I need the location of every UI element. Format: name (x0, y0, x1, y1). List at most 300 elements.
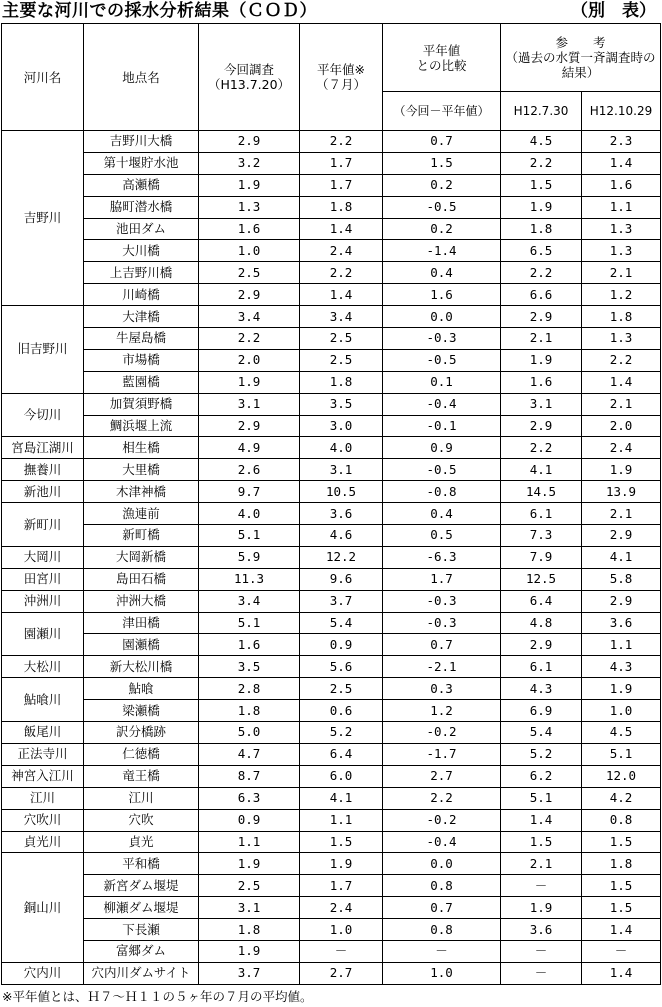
reference-2000-07-30-cell: 4.5 (501, 131, 582, 153)
reference-2000-07-30-cell: 14.5 (501, 481, 582, 503)
header-reference (501, 24, 661, 92)
point-name-cell: 高瀬橋 (84, 174, 199, 196)
reference-2000-07-30-cell: 3.1 (501, 393, 582, 415)
current-value-cell: 3.1 (199, 897, 300, 919)
reference-2000-07-30-cell: 1.4 (501, 809, 582, 831)
point-name-cell: 第十堰貯水池 (84, 152, 199, 174)
point-name-cell: 江川 (84, 787, 199, 809)
reference-2000-10-29-cell: 2.0 (582, 415, 661, 437)
point-name-cell: 新町橋 (84, 525, 199, 547)
average-value-cell: 1.8 (300, 371, 383, 393)
average-value-cell: 6.0 (300, 765, 383, 787)
average-value-cell: 2.4 (300, 897, 383, 919)
reference-2000-10-29-cell: 1.9 (582, 459, 661, 481)
table-row (2, 568, 661, 590)
reference-2000-10-29-cell: 1.4 (582, 962, 661, 984)
difference-value-cell: 1.2 (383, 700, 501, 722)
difference-value-cell: 0.8 (383, 919, 501, 941)
table-row (2, 962, 661, 984)
reference-2000-07-30-cell: 2.2 (501, 262, 582, 284)
reference-2000-10-29-cell: 4.3 (582, 656, 661, 678)
reference-2000-10-29-cell: 1.5 (582, 831, 661, 853)
average-value-cell: 2.5 (300, 349, 383, 371)
average-value-cell: 1.4 (300, 218, 383, 240)
table-row (2, 262, 661, 284)
table-row (2, 831, 661, 853)
difference-value-cell: 0.5 (383, 525, 501, 547)
difference-value-cell: 1.6 (383, 284, 501, 306)
reference-2000-07-30-cell: 5.4 (501, 722, 582, 744)
river-name-cell: 撫養川 (2, 459, 84, 481)
point-name-cell: 仁徳橋 (84, 743, 199, 765)
difference-value-cell: 0.0 (383, 306, 501, 328)
table-row (2, 131, 661, 153)
current-value-cell: 3.1 (199, 393, 300, 415)
reference-2000-07-30-cell: 1.5 (501, 174, 582, 196)
reference-2000-07-30-cell: 6.4 (501, 590, 582, 612)
reference-2000-10-29-cell: 1.6 (582, 174, 661, 196)
average-value-cell: 3.4 (300, 306, 383, 328)
reference-2000-10-29-cell: 4.5 (582, 722, 661, 744)
current-value-cell: 2.2 (199, 328, 300, 350)
river-name-cell: 神宮入江川 (2, 765, 84, 787)
current-value-cell: 2.9 (199, 415, 300, 437)
current-value-cell: 3.4 (199, 306, 300, 328)
table-row (2, 743, 661, 765)
difference-value-cell: -0.4 (383, 393, 501, 415)
difference-value-cell: -0.3 (383, 328, 501, 350)
reference-2000-07-30-cell: 7.3 (501, 525, 582, 547)
table-row (2, 765, 661, 787)
river-name-cell: 新池川 (2, 481, 84, 503)
reference-2000-07-30-cell: 1.8 (501, 218, 582, 240)
table-row (2, 612, 661, 634)
current-value-cell: 5.1 (199, 612, 300, 634)
difference-value-cell: 1.0 (383, 962, 501, 984)
river-name-cell: 江川 (2, 787, 84, 809)
river-name-cell: 宮島江湖川 (2, 437, 84, 459)
table-row (2, 897, 661, 919)
table-row (2, 218, 661, 240)
reference-2000-07-30-cell: 2.9 (501, 306, 582, 328)
difference-value-cell: -0.3 (383, 612, 501, 634)
reference-2000-10-29-cell: 1.3 (582, 328, 661, 350)
point-name-cell: 大里橋 (84, 459, 199, 481)
current-value-cell: 3.2 (199, 152, 300, 174)
difference-value-cell: -0.2 (383, 722, 501, 744)
average-value-cell: 1.8 (300, 196, 383, 218)
river-name-cell: 今切川 (2, 393, 84, 437)
table-row (2, 590, 661, 612)
table-row (2, 306, 661, 328)
current-value-cell: 4.0 (199, 503, 300, 525)
table-row (2, 634, 661, 656)
current-value-cell: 1.1 (199, 831, 300, 853)
reference-2000-10-29-cell: 1.8 (582, 853, 661, 875)
table-row (2, 546, 661, 568)
river-name-cell: 吉野川 (2, 131, 84, 306)
average-value-cell: 1.1 (300, 809, 383, 831)
table-row (2, 393, 661, 415)
river-name-cell: 沖洲川 (2, 590, 84, 612)
header-reference-sub: （過去の水質一斉調査時の結果） (505, 50, 656, 80)
average-value-cell: 4.0 (300, 437, 383, 459)
table-row (2, 328, 661, 350)
current-value-cell: 2.5 (199, 875, 300, 897)
point-name-cell: 津田橋 (84, 612, 199, 634)
current-value-cell: 1.9 (199, 940, 300, 962)
page-title: 主要な河川での採水分析結果（ＣＯＤ） (2, 1, 317, 21)
point-name-cell: 訳分橋跡 (84, 722, 199, 744)
table-row (2, 700, 661, 722)
reference-2000-10-29-cell: 0.8 (582, 809, 661, 831)
difference-value-cell: 1.5 (383, 152, 501, 174)
current-value-cell: 11.3 (199, 568, 300, 590)
average-value-cell: 5.2 (300, 722, 383, 744)
river-name-cell: 旧吉野川 (2, 306, 84, 394)
reference-2000-07-30-cell: 6.2 (501, 765, 582, 787)
table-row (2, 152, 661, 174)
table-row (2, 809, 661, 831)
point-name-cell: 鯛浜堰上流 (84, 415, 199, 437)
difference-value-cell: -0.3 (383, 590, 501, 612)
reference-2000-10-29-cell: 3.6 (582, 612, 661, 634)
current-value-cell: 3.5 (199, 656, 300, 678)
average-value-cell: 3.1 (300, 459, 383, 481)
cod-results-table (1, 23, 661, 985)
average-value-cell: 0.9 (300, 634, 383, 656)
header-average-label: 平年値※ (317, 62, 365, 77)
average-value-cell: 12.2 (300, 546, 383, 568)
reference-2000-10-29-cell: 4.2 (582, 787, 661, 809)
difference-value-cell: -2.1 (383, 656, 501, 678)
reference-2000-10-29-cell: 1.3 (582, 218, 661, 240)
river-name-cell: 田宮川 (2, 568, 84, 590)
current-value-cell: 3.4 (199, 590, 300, 612)
reference-2000-07-30-cell: 6.1 (501, 656, 582, 678)
average-value-cell: 2.2 (300, 131, 383, 153)
reference-2000-10-29-cell: 2.2 (582, 349, 661, 371)
reference-2000-07-30-cell: 3.6 (501, 919, 582, 941)
point-name-cell: 新宮ダム堰堤 (84, 875, 199, 897)
reference-2000-10-29-cell: 5.1 (582, 743, 661, 765)
difference-value-cell: 2.2 (383, 787, 501, 809)
reference-2000-07-30-cell: 1.9 (501, 196, 582, 218)
difference-value-cell: － (383, 940, 501, 962)
difference-value-cell: -0.2 (383, 809, 501, 831)
difference-value-cell: -6.3 (383, 546, 501, 568)
header-point: 地点名 (84, 24, 199, 131)
header-average (300, 24, 383, 131)
difference-value-cell: 0.8 (383, 875, 501, 897)
average-value-cell: 5.6 (300, 656, 383, 678)
footnote: ※平年値とは、Ｈ７～Ｈ１１の５ヶ年の７月の平均値。 (2, 989, 313, 1004)
reference-2000-07-30-cell: 12.5 (501, 568, 582, 590)
reference-2000-10-29-cell: 1.4 (582, 371, 661, 393)
reference-2000-10-29-cell: 2.1 (582, 503, 661, 525)
header-compare-line1: 平年値 (422, 42, 461, 58)
reference-2000-10-29-cell: 1.0 (582, 700, 661, 722)
point-name-cell: 脇町潜水橋 (84, 196, 199, 218)
reference-2000-07-30-cell: － (501, 962, 582, 984)
reference-2000-10-29-cell: 1.1 (582, 634, 661, 656)
table-row (2, 349, 661, 371)
average-value-cell: 1.7 (300, 875, 383, 897)
reference-2000-10-29-cell: 2.9 (582, 590, 661, 612)
current-value-cell: 2.9 (199, 131, 300, 153)
reference-2000-07-30-cell: 4.8 (501, 612, 582, 634)
average-value-cell: 6.4 (300, 743, 383, 765)
header-river: 河川名 (2, 24, 84, 131)
reference-2000-10-29-cell: 2.1 (582, 262, 661, 284)
difference-value-cell: 0.0 (383, 853, 501, 875)
point-name-cell: 市場橋 (84, 349, 199, 371)
table-row (2, 853, 661, 875)
point-name-cell: 牛屋島橋 (84, 328, 199, 350)
point-name-cell: 貞光 (84, 831, 199, 853)
current-value-cell: 1.8 (199, 700, 300, 722)
point-name-cell: 木津神橋 (84, 481, 199, 503)
reference-2000-10-29-cell: 2.9 (582, 525, 661, 547)
river-name-cell: 穴吹川 (2, 809, 84, 831)
reference-2000-07-30-cell: 2.2 (501, 152, 582, 174)
point-name-cell: 大川橋 (84, 240, 199, 262)
point-name-cell: 島田石橋 (84, 568, 199, 590)
difference-value-cell: -0.5 (383, 196, 501, 218)
reference-2000-10-29-cell: 5.8 (582, 568, 661, 590)
current-value-cell: 8.7 (199, 765, 300, 787)
difference-value-cell: 0.7 (383, 634, 501, 656)
reference-2000-07-30-cell: 4.1 (501, 459, 582, 481)
difference-value-cell: 0.7 (383, 131, 501, 153)
current-value-cell: 1.9 (199, 174, 300, 196)
average-value-cell: 3.0 (300, 415, 383, 437)
table-row (2, 196, 661, 218)
point-name-cell: 竜王橋 (84, 765, 199, 787)
difference-value-cell: 0.7 (383, 897, 501, 919)
reference-2000-10-29-cell: 1.5 (582, 875, 661, 897)
average-value-cell: 1.4 (300, 284, 383, 306)
current-value-cell: 2.6 (199, 459, 300, 481)
header-current (199, 24, 300, 131)
table-row (2, 722, 661, 744)
average-value-cell: 3.6 (300, 503, 383, 525)
river-name-cell: 新町川 (2, 503, 84, 547)
river-name-cell: 大岡川 (2, 546, 84, 568)
header-current-label: 今回調査 (223, 62, 274, 77)
reference-2000-07-30-cell: － (501, 940, 582, 962)
reference-2000-07-30-cell: 2.2 (501, 437, 582, 459)
table-row (2, 437, 661, 459)
reference-2000-07-30-cell: 6.1 (501, 503, 582, 525)
table-row (2, 459, 661, 481)
point-name-cell: 沖洲大橋 (84, 590, 199, 612)
point-name-cell: 相生橋 (84, 437, 199, 459)
current-value-cell: 4.9 (199, 437, 300, 459)
point-name-cell: 下長瀬 (84, 919, 199, 941)
header-average-month: （７月） (315, 77, 366, 92)
point-name-cell: 鮎喰 (84, 678, 199, 700)
point-name-cell: 吉野川大橋 (84, 131, 199, 153)
header-current-date: （H13.7.20） (207, 77, 291, 92)
reference-2000-10-29-cell: 1.8 (582, 306, 661, 328)
average-value-cell: 1.9 (300, 853, 383, 875)
point-name-cell: 上吉野川橋 (84, 262, 199, 284)
current-value-cell: 2.8 (199, 678, 300, 700)
point-name-cell: 園瀬橋 (84, 634, 199, 656)
reference-2000-10-29-cell: 1.4 (582, 152, 661, 174)
difference-value-cell: -0.5 (383, 459, 501, 481)
point-name-cell: 穴内川ダムサイト (84, 962, 199, 984)
point-name-cell: 富郷ダム (84, 940, 199, 962)
reference-2000-10-29-cell: 1.4 (582, 919, 661, 941)
header-reference-date-2: H12.10.29 (582, 92, 661, 131)
difference-value-cell: 0.4 (383, 503, 501, 525)
average-value-cell: 3.5 (300, 393, 383, 415)
reference-2000-07-30-cell: 5.2 (501, 743, 582, 765)
average-value-cell: 1.0 (300, 919, 383, 941)
point-name-cell: 加賀須野橋 (84, 393, 199, 415)
table-row (2, 656, 661, 678)
difference-value-cell: 0.2 (383, 218, 501, 240)
reference-2000-07-30-cell: 1.5 (501, 831, 582, 853)
attachment-tag: （別 表） (571, 1, 656, 21)
current-value-cell: 1.0 (199, 240, 300, 262)
river-name-cell: 飯尾川 (2, 722, 84, 744)
header-reference-date-1: H12.7.30 (501, 92, 582, 131)
reference-2000-10-29-cell: 1.2 (582, 284, 661, 306)
table-row (2, 678, 661, 700)
average-value-cell: 2.7 (300, 962, 383, 984)
header-reference-label: 参 考 (555, 35, 606, 50)
point-name-cell: 藍園橋 (84, 371, 199, 393)
reference-2000-07-30-cell: 2.9 (501, 634, 582, 656)
current-value-cell: 3.7 (199, 962, 300, 984)
reference-2000-07-30-cell: 1.6 (501, 371, 582, 393)
current-value-cell: 2.9 (199, 284, 300, 306)
table-row (2, 503, 661, 525)
river-name-cell: 鮎喰川 (2, 678, 84, 722)
current-value-cell: 4.7 (199, 743, 300, 765)
average-value-cell: 3.7 (300, 590, 383, 612)
point-name-cell: 新大松川橋 (84, 656, 199, 678)
reference-2000-07-30-cell: 7.9 (501, 546, 582, 568)
average-value-cell: 10.5 (300, 481, 383, 503)
reference-2000-10-29-cell: 2.3 (582, 131, 661, 153)
current-value-cell: 1.6 (199, 218, 300, 240)
reference-2000-10-29-cell: 4.1 (582, 546, 661, 568)
average-value-cell: 9.6 (300, 568, 383, 590)
current-value-cell: 2.0 (199, 349, 300, 371)
current-value-cell: 1.6 (199, 634, 300, 656)
river-name-cell: 正法寺川 (2, 743, 84, 765)
table-body (2, 131, 661, 985)
reference-2000-07-30-cell: 6.5 (501, 240, 582, 262)
reference-2000-07-30-cell: － (501, 875, 582, 897)
river-name-cell: 貞光川 (2, 831, 84, 853)
difference-value-cell: 0.1 (383, 371, 501, 393)
difference-value-cell: -0.1 (383, 415, 501, 437)
difference-value-cell: 0.3 (383, 678, 501, 700)
average-value-cell: 0.6 (300, 700, 383, 722)
river-name-cell: 穴内川 (2, 962, 84, 984)
difference-value-cell: -1.7 (383, 743, 501, 765)
difference-value-cell: -0.8 (383, 481, 501, 503)
current-value-cell: 0.9 (199, 809, 300, 831)
table-row (2, 240, 661, 262)
reference-2000-10-29-cell: － (582, 940, 661, 962)
average-value-cell: － (300, 940, 383, 962)
average-value-cell: 1.7 (300, 152, 383, 174)
reference-2000-10-29-cell: 1.3 (582, 240, 661, 262)
average-value-cell: 1.7 (300, 174, 383, 196)
difference-value-cell: 2.7 (383, 765, 501, 787)
average-value-cell: 2.5 (300, 678, 383, 700)
difference-value-cell: 0.9 (383, 437, 501, 459)
average-value-cell: 2.2 (300, 262, 383, 284)
table-row (2, 875, 661, 897)
reference-2000-10-29-cell: 1.9 (582, 678, 661, 700)
point-name-cell: 平和橋 (84, 853, 199, 875)
reference-2000-07-30-cell: 2.1 (501, 328, 582, 350)
current-value-cell: 1.3 (199, 196, 300, 218)
difference-value-cell: 0.2 (383, 174, 501, 196)
reference-2000-07-30-cell: 1.9 (501, 897, 582, 919)
point-name-cell: 川崎橋 (84, 284, 199, 306)
average-value-cell: 2.5 (300, 328, 383, 350)
reference-2000-07-30-cell: 6.6 (501, 284, 582, 306)
current-value-cell: 1.9 (199, 853, 300, 875)
reference-2000-10-29-cell: 1.1 (582, 196, 661, 218)
table-row (2, 481, 661, 503)
river-name-cell: 大松川 (2, 656, 84, 678)
reference-2000-10-29-cell: 1.5 (582, 897, 661, 919)
table-row (2, 525, 661, 547)
reference-2000-10-29-cell: 13.9 (582, 481, 661, 503)
point-name-cell: 穴吹 (84, 809, 199, 831)
river-name-cell: 銅山川 (2, 853, 84, 962)
point-name-cell: 池田ダム (84, 218, 199, 240)
reference-2000-07-30-cell: 4.3 (501, 678, 582, 700)
point-name-cell: 大津橋 (84, 306, 199, 328)
current-value-cell: 2.5 (199, 262, 300, 284)
table-row (2, 371, 661, 393)
table-row (2, 284, 661, 306)
current-value-cell: 9.7 (199, 481, 300, 503)
average-value-cell: 4.1 (300, 787, 383, 809)
reference-2000-07-30-cell: 2.9 (501, 415, 582, 437)
difference-value-cell: 0.4 (383, 262, 501, 284)
header-compare-line2: との比較 (416, 57, 467, 73)
current-value-cell: 5.9 (199, 546, 300, 568)
river-name-cell: 園瀬川 (2, 612, 84, 656)
reference-2000-10-29-cell: 2.1 (582, 393, 661, 415)
reference-2000-07-30-cell: 5.1 (501, 787, 582, 809)
table-row (2, 787, 661, 809)
reference-2000-10-29-cell: 12.0 (582, 765, 661, 787)
reference-2000-07-30-cell: 6.9 (501, 700, 582, 722)
current-value-cell: 5.0 (199, 722, 300, 744)
table-header (2, 24, 661, 131)
average-value-cell: 5.4 (300, 612, 383, 634)
current-value-cell: 1.9 (199, 371, 300, 393)
reference-2000-10-29-cell: 2.4 (582, 437, 661, 459)
average-value-cell: 4.6 (300, 525, 383, 547)
difference-value-cell: 1.7 (383, 568, 501, 590)
table-row (2, 919, 661, 941)
difference-value-cell: -1.4 (383, 240, 501, 262)
point-name-cell: 柳瀬ダム堰堤 (84, 897, 199, 919)
